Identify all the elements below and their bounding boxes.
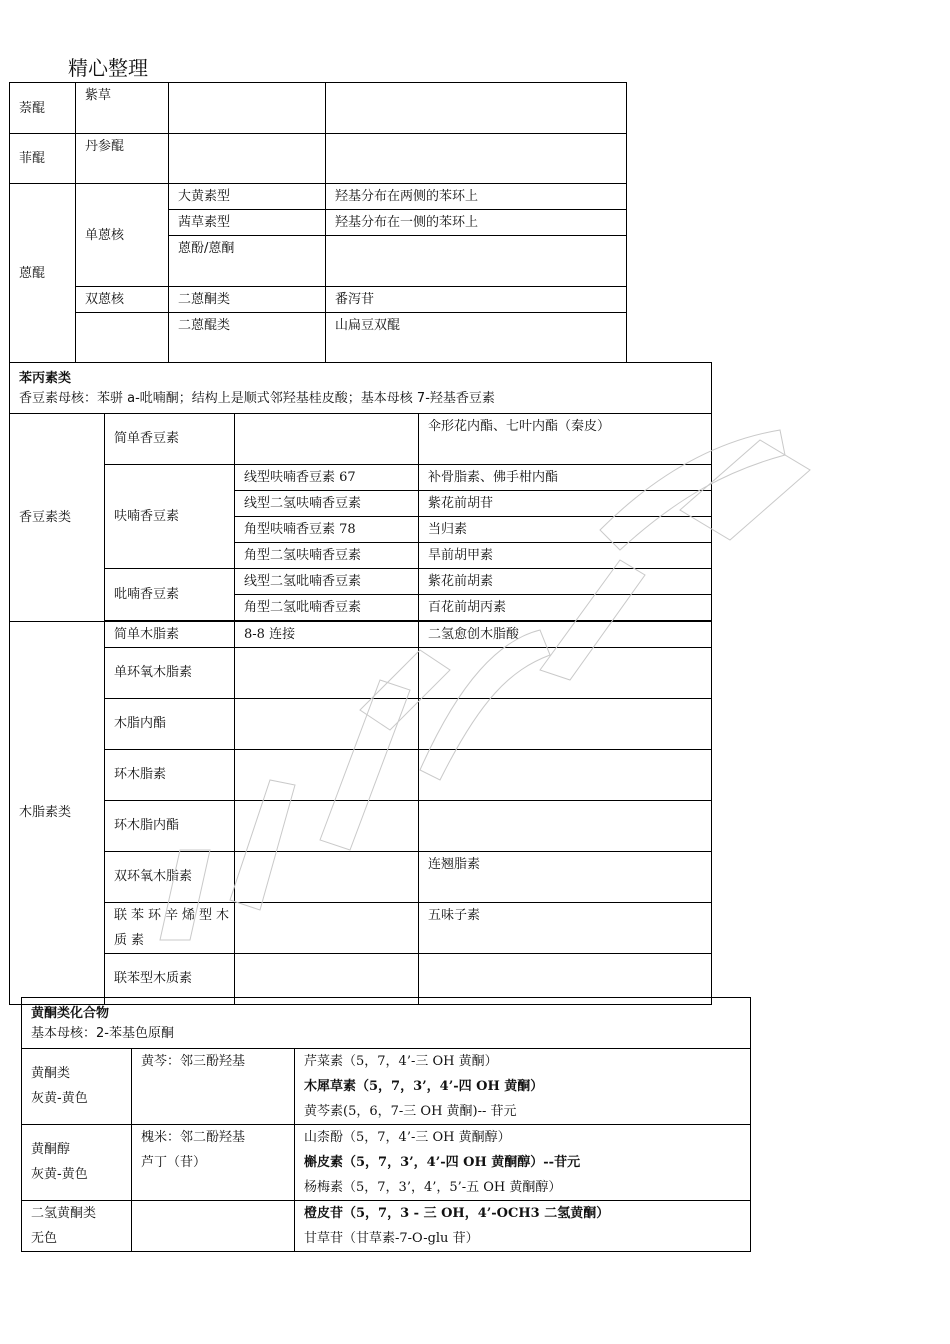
quinone-table [9,82,627,363]
flavonoid-example: 木犀草素（5，7，3’，4’-四 OH 黄酮） [304,1078,544,1094]
simple-coumarin-label: 简单香豆素 [105,413,235,464]
flavonoid-example: 槲皮素（5，7，3’，4’-四 OH 黄酮醇）--苷元 [304,1154,581,1170]
flavonoid-group-color: 无色 [31,1230,58,1246]
flavonoid-feature-cell [132,1200,295,1251]
anthra-type: 二蒽酮类 [169,287,326,313]
pyranocoumarin-example: 紫花前胡素 [419,568,712,594]
bi-anthracene-label: 双蒽核 [76,287,169,313]
anthra-type: 二蒽醌类 [169,313,326,363]
furanocoumarin-label: 呋喃香豆素 [105,464,235,568]
flavonoid-examples-cell [295,1200,751,1251]
flavonoid-group-color: 灰黄-黄色 [31,1167,88,1182]
flavonoid-group-name: 黄酮醇 [31,1142,71,1157]
flavonoid-example: 黄芩素(5，6，7-三 OH 黄酮)-- 苷元 [304,1103,517,1119]
flavonoid-examples-cell [295,1124,751,1200]
lignan-example: 连翘脂素 [419,851,712,902]
pyranocoumarin-type: 角型二氢吡喃香豆素 [235,594,419,620]
pyranocoumarin-label: 吡喃香豆素 [105,568,235,620]
page-title: 精心整理 [68,56,148,80]
lignan-type: 联苯型木质素 [105,953,235,1004]
anthra-note: 番泻苷 [326,287,627,313]
pyranocoumarin-type: 线型二氢吡喃香豆素 [235,568,419,594]
flavonoid-group-name: 黄酮类 [31,1066,71,1081]
naphthoquinone-example: 紫草 [76,83,169,134]
lignan-group-label: 木脂素类 [10,621,105,1004]
lignan-type: 环木脂素 [105,749,235,800]
phenanthraquinone-example: 丹参醌 [76,134,169,184]
lignan-type: 单环氧木脂素 [105,647,235,698]
flavonoid-group-cell [22,1048,132,1124]
flavonoid-feature: 黄芩：邻三酚羟基 [141,1053,246,1069]
flavonoid-group-cell [22,1200,132,1251]
anthra-note [326,236,627,287]
flavonoid-example: 杨梅素（5，7，3’，4’，5’-五 OH 黄酮醇） [304,1179,562,1195]
furanocoumarin-type: 线型呋喃香豆素 67 [235,464,419,490]
simple-coumarin-example: 伞形花内酯、七叶内酯（秦皮） [419,413,712,464]
flavonoid-core-description: 基本母核：2-苯基色原酮 [22,1024,751,1048]
anthra-type: 大黄素型 [169,184,326,210]
flavonoid-feature-cell [132,1124,295,1200]
flavonoid-feature: 芦丁（苷） [141,1154,207,1170]
flavonoid-feature-cell [132,1048,295,1124]
lignan-example: 二氢愈创木脂酸 [419,621,712,647]
lignan-type: 联苯环辛烯型木质素 [105,902,235,953]
flavonoid-example: 芹菜素（5，7，4’-三 OH 黄酮） [304,1053,498,1069]
phenylpropanoid-table [9,362,712,1005]
flavonoid-example: 山柰酚（5，7，4’-三 OH 黄酮醇） [304,1129,511,1145]
flavonoid-group-cell [22,1124,132,1200]
furanocoumarin-type: 角型二氢呋喃香豆素 [235,542,419,568]
furanocoumarin-example: 补骨脂素、佛手柑内酯 [419,464,712,490]
coumarin-group-label: 香豆素类 [10,413,105,621]
lignan-type: 简单木脂素 [105,621,235,647]
anthra-note: 羟基分布在一侧的苯环上 [326,210,627,236]
furanocoumarin-type: 线型二氢呋喃香豆素 [235,490,419,516]
anthraquinone-label: 蒽醌 [10,184,76,363]
furanocoumarin-example: 当归素 [419,516,712,542]
flavonoid-table [21,997,751,1252]
flavonoid-examples-cell [295,1048,751,1124]
lignan-type: 木脂内酯 [105,698,235,749]
furanocoumarin-example: 旱前胡甲素 [419,542,712,568]
furanocoumarin-example: 紫花前胡苷 [419,490,712,516]
lignan-type: 环木脂内酯 [105,800,235,851]
flavonoid-feature: 槐米：邻二酚羟基 [141,1129,246,1145]
mono-anthracene-label: 单蒽核 [76,184,169,287]
pyranocoumarin-example: 百花前胡丙素 [419,594,712,620]
phenanthraquinone-label: 菲醌 [10,134,76,184]
anthra-type: 蒽酚/蒽酮 [169,236,326,287]
furanocoumarin-type: 角型呋喃香豆素 78 [235,516,419,542]
flavonoid-example: 甘草苷（甘草素-7-O-glu 苷） [304,1230,479,1246]
anthra-note: 羟基分布在两侧的苯环上 [326,184,627,210]
lignan-link: 8-8 连接 [235,621,419,647]
coumarin-core-description: 香豆素母核：苯骈 a-吡喃酮；结构上是顺式邻羟基桂皮酸；基本母核 7-羟基香豆素 [10,389,712,413]
flavonoid-example: 橙皮苷（5，7，3 - 三 OH，4’-OCH3 二氢黄酮） [304,1205,610,1221]
flavonoid-group-color: 灰黄-黄色 [31,1091,88,1106]
flavonoid-group-name: 二氢黄酮类 [31,1205,97,1221]
phenylpropanoid-header: 苯丙素类 [10,363,712,390]
anthra-type: 茜草素型 [169,210,326,236]
naphthoquinone-label: 萘醌 [10,83,76,134]
anthra-note: 山扁豆双醌 [326,313,627,363]
flavonoid-header: 黄酮类化合物 [22,998,751,1025]
lignan-example: 五味子素 [419,902,712,953]
lignan-type: 双环氧木脂素 [105,851,235,902]
